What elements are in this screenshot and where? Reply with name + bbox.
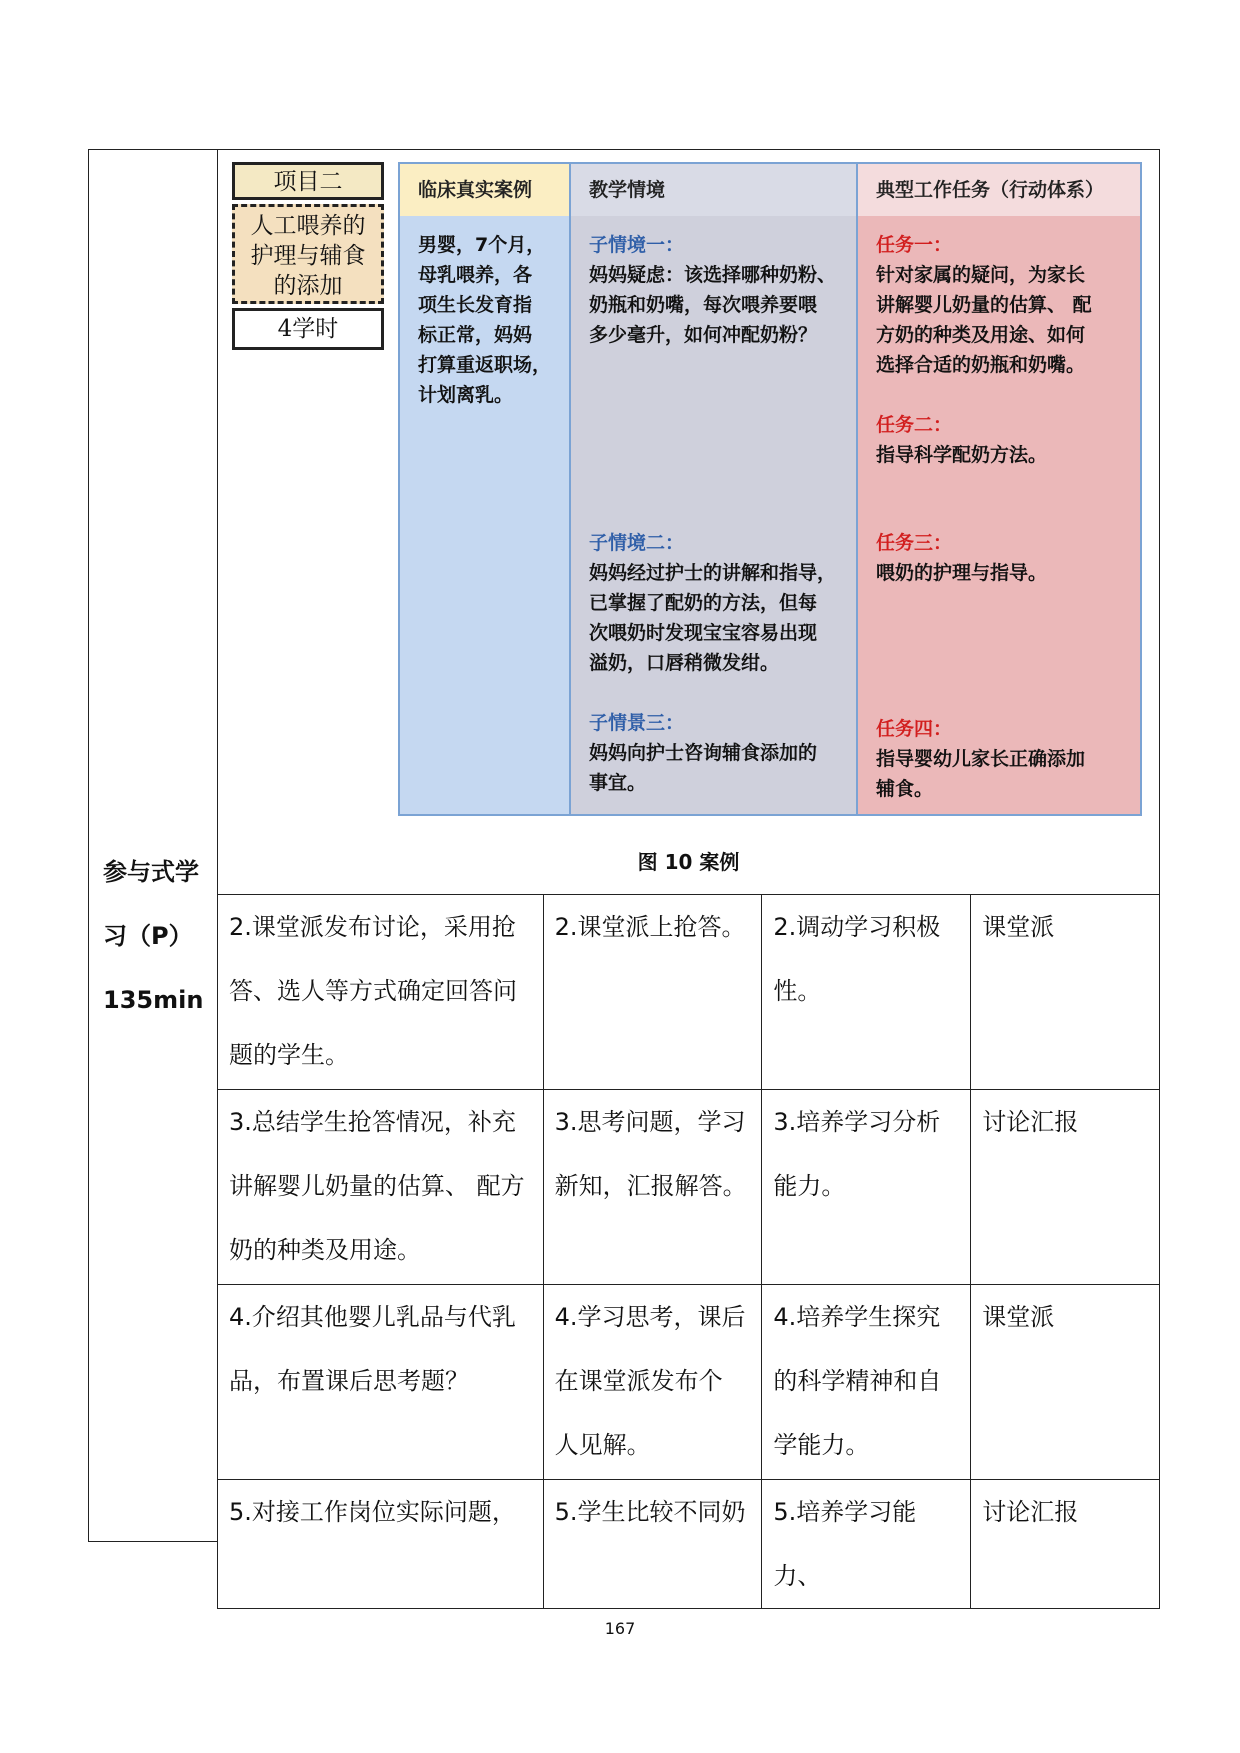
cell-line: 4.学习思考，课后	[554, 1303, 746, 1331]
task-line: 讲解婴儿奶量的估算、 配	[876, 294, 1092, 316]
table-row	[218, 1285, 1160, 1480]
teacher-activity-cell	[218, 1090, 544, 1285]
project-number: 项目二	[232, 162, 384, 200]
scene-title: 子情境一：	[589, 234, 685, 256]
goal-cell	[762, 1285, 971, 1480]
task-title: 任务四：	[876, 718, 953, 740]
section-duration: 135min	[103, 986, 204, 1014]
cell-line: 2.课堂派上抢答。	[554, 913, 746, 941]
task-column	[858, 164, 1140, 814]
activity-table	[217, 894, 1160, 1609]
cell-line: 3.总结学生抢答情况，补充	[229, 1108, 516, 1136]
student-activity-cell	[543, 895, 762, 1090]
tool-cell	[971, 1285, 1160, 1480]
tool-cell	[971, 895, 1160, 1090]
task-block	[876, 230, 1130, 380]
table-row	[218, 895, 1160, 1090]
cell-line: 3.思考问题，学习	[554, 1108, 746, 1136]
task-line: 方奶的种类及用途、如何	[876, 324, 1086, 346]
table-row	[218, 1090, 1160, 1285]
cell-line: 讨论汇报	[982, 1498, 1079, 1526]
project-title-line: 的添加	[273, 273, 343, 299]
cell-line: 4.培养学生探究	[773, 1303, 941, 1331]
case-column-header: 临床真实案例	[400, 164, 569, 216]
figure-caption: 图 10 案例	[637, 850, 740, 874]
cell-line: 性。	[773, 977, 822, 1005]
cell-line: 5.学生比较不同奶	[554, 1498, 746, 1526]
scene-block	[589, 528, 846, 678]
section-label	[89, 840, 219, 1032]
scene-line: 妈妈疑虑：该选择哪种奶粉、	[589, 264, 837, 286]
project-title-line: 人工喂养的	[250, 213, 366, 239]
scene-line: 妈妈经过护士的讲解和指导，	[589, 562, 837, 584]
cell-line: 2.课堂派发布讨论，采用抢	[229, 913, 516, 941]
teacher-activity-cell	[218, 1285, 544, 1480]
project-title-line: 护理与辅食	[250, 243, 366, 269]
scene-line: 多少毫升，如何冲配奶粉？	[589, 324, 818, 346]
case-line: 项生长发育指	[418, 294, 533, 316]
goal-cell	[762, 895, 971, 1090]
cell-line: 的科学精神和自	[773, 1367, 942, 1395]
teacher-activity-cell	[218, 1480, 544, 1609]
section-label-cell	[88, 149, 218, 1542]
scene-line: 妈妈向护士咨询辅食添加的	[589, 742, 818, 764]
section-label-line: 习（P）	[103, 922, 193, 950]
scene-line: 次喂奶时发现宝宝容易出现	[589, 622, 818, 644]
cell-line: 能力。	[773, 1172, 846, 1200]
scene-body	[571, 216, 856, 814]
cell-line: 课堂派	[982, 913, 1055, 941]
goal-cell	[762, 1480, 971, 1609]
scene-column-header: 教学情境	[571, 164, 856, 216]
task-line: 指导婴幼儿家长正确添加	[876, 748, 1086, 770]
task-line: 针对家属的疑问，为家长	[876, 264, 1086, 286]
scene-line: 事宜。	[589, 772, 647, 794]
teacher-activity-cell	[218, 895, 544, 1090]
task-block	[876, 714, 1130, 804]
cell-line: 课堂派	[982, 1303, 1055, 1331]
case-line: 计划离乳。	[418, 384, 514, 406]
task-line: 辅食。	[876, 778, 934, 800]
task-body	[858, 216, 1140, 814]
cell-line: 答、选人等方式确定回答问	[229, 977, 517, 1005]
project-box	[232, 162, 384, 350]
scene-block	[589, 230, 846, 350]
tool-cell	[971, 1480, 1160, 1609]
scene-line: 奶瓶和奶嘴，每次喂养要喂	[589, 294, 818, 316]
cell-line: 5.培养学习能力、	[773, 1498, 917, 1590]
scene-column	[571, 164, 858, 814]
scene-line: 已掌握了配奶的方法，但每	[589, 592, 818, 614]
task-block	[876, 528, 1130, 588]
cell-line: 奶的种类及用途。	[229, 1236, 421, 1264]
case-text	[400, 216, 569, 814]
cell-line: 2.调动学习积极	[773, 913, 941, 941]
student-activity-cell	[543, 1480, 762, 1609]
table-row	[218, 1480, 1160, 1609]
cell-line: 人见解。	[554, 1431, 651, 1459]
case-grid	[398, 162, 1142, 816]
project-hours: 4学时	[232, 308, 384, 350]
student-activity-cell	[543, 1090, 762, 1285]
cell-line: 题的学生。	[229, 1041, 349, 1069]
scene-line: 溢奶，口唇稍微发绀。	[589, 652, 780, 674]
student-activity-cell	[543, 1285, 762, 1480]
scene-title: 子情境二：	[589, 532, 685, 554]
cell-line: 讨论汇报	[982, 1108, 1079, 1136]
tool-cell	[971, 1090, 1160, 1285]
task-title: 任务二：	[876, 414, 953, 436]
case-line: 男婴，7个月，	[418, 234, 546, 256]
cell-line: 5.对接工作岗位实际问题，	[229, 1498, 516, 1526]
cell-line: 新知，汇报解答。	[554, 1172, 747, 1200]
task-column-header: 典型工作任务（行动体系）	[858, 164, 1140, 216]
section-label-line: 参与式学	[103, 858, 199, 886]
case-line: 母乳喂养，各	[418, 264, 533, 286]
cell-line: 学能力。	[773, 1431, 870, 1459]
project-title	[232, 204, 384, 304]
goal-cell	[762, 1090, 971, 1285]
cell-line: 4.介绍其他婴儿乳品与代乳	[229, 1303, 516, 1331]
case-line: 标正常，妈妈	[418, 324, 533, 346]
task-block	[876, 410, 1130, 470]
page-number: 167	[604, 1619, 636, 1638]
task-title: 任务三：	[876, 532, 953, 554]
cell-line: 品，布置课后思考题？	[229, 1367, 469, 1395]
scene-title: 子情景三：	[589, 712, 685, 734]
task-line: 喂奶的护理与指导。	[876, 562, 1048, 584]
task-line: 选择合适的奶瓶和奶嘴。	[876, 354, 1086, 376]
scene-block	[589, 708, 846, 798]
case-column	[400, 164, 571, 814]
task-title: 任务一：	[876, 234, 953, 256]
cell-line: 讲解婴儿奶量的估算、 配方	[229, 1172, 525, 1200]
case-line: 打算重返职场，	[418, 354, 552, 376]
cell-line: 在课堂派发布个	[554, 1367, 723, 1395]
cell-line: 3.培养学习分析	[773, 1108, 941, 1136]
task-line: 指导科学配奶方法。	[876, 444, 1048, 466]
